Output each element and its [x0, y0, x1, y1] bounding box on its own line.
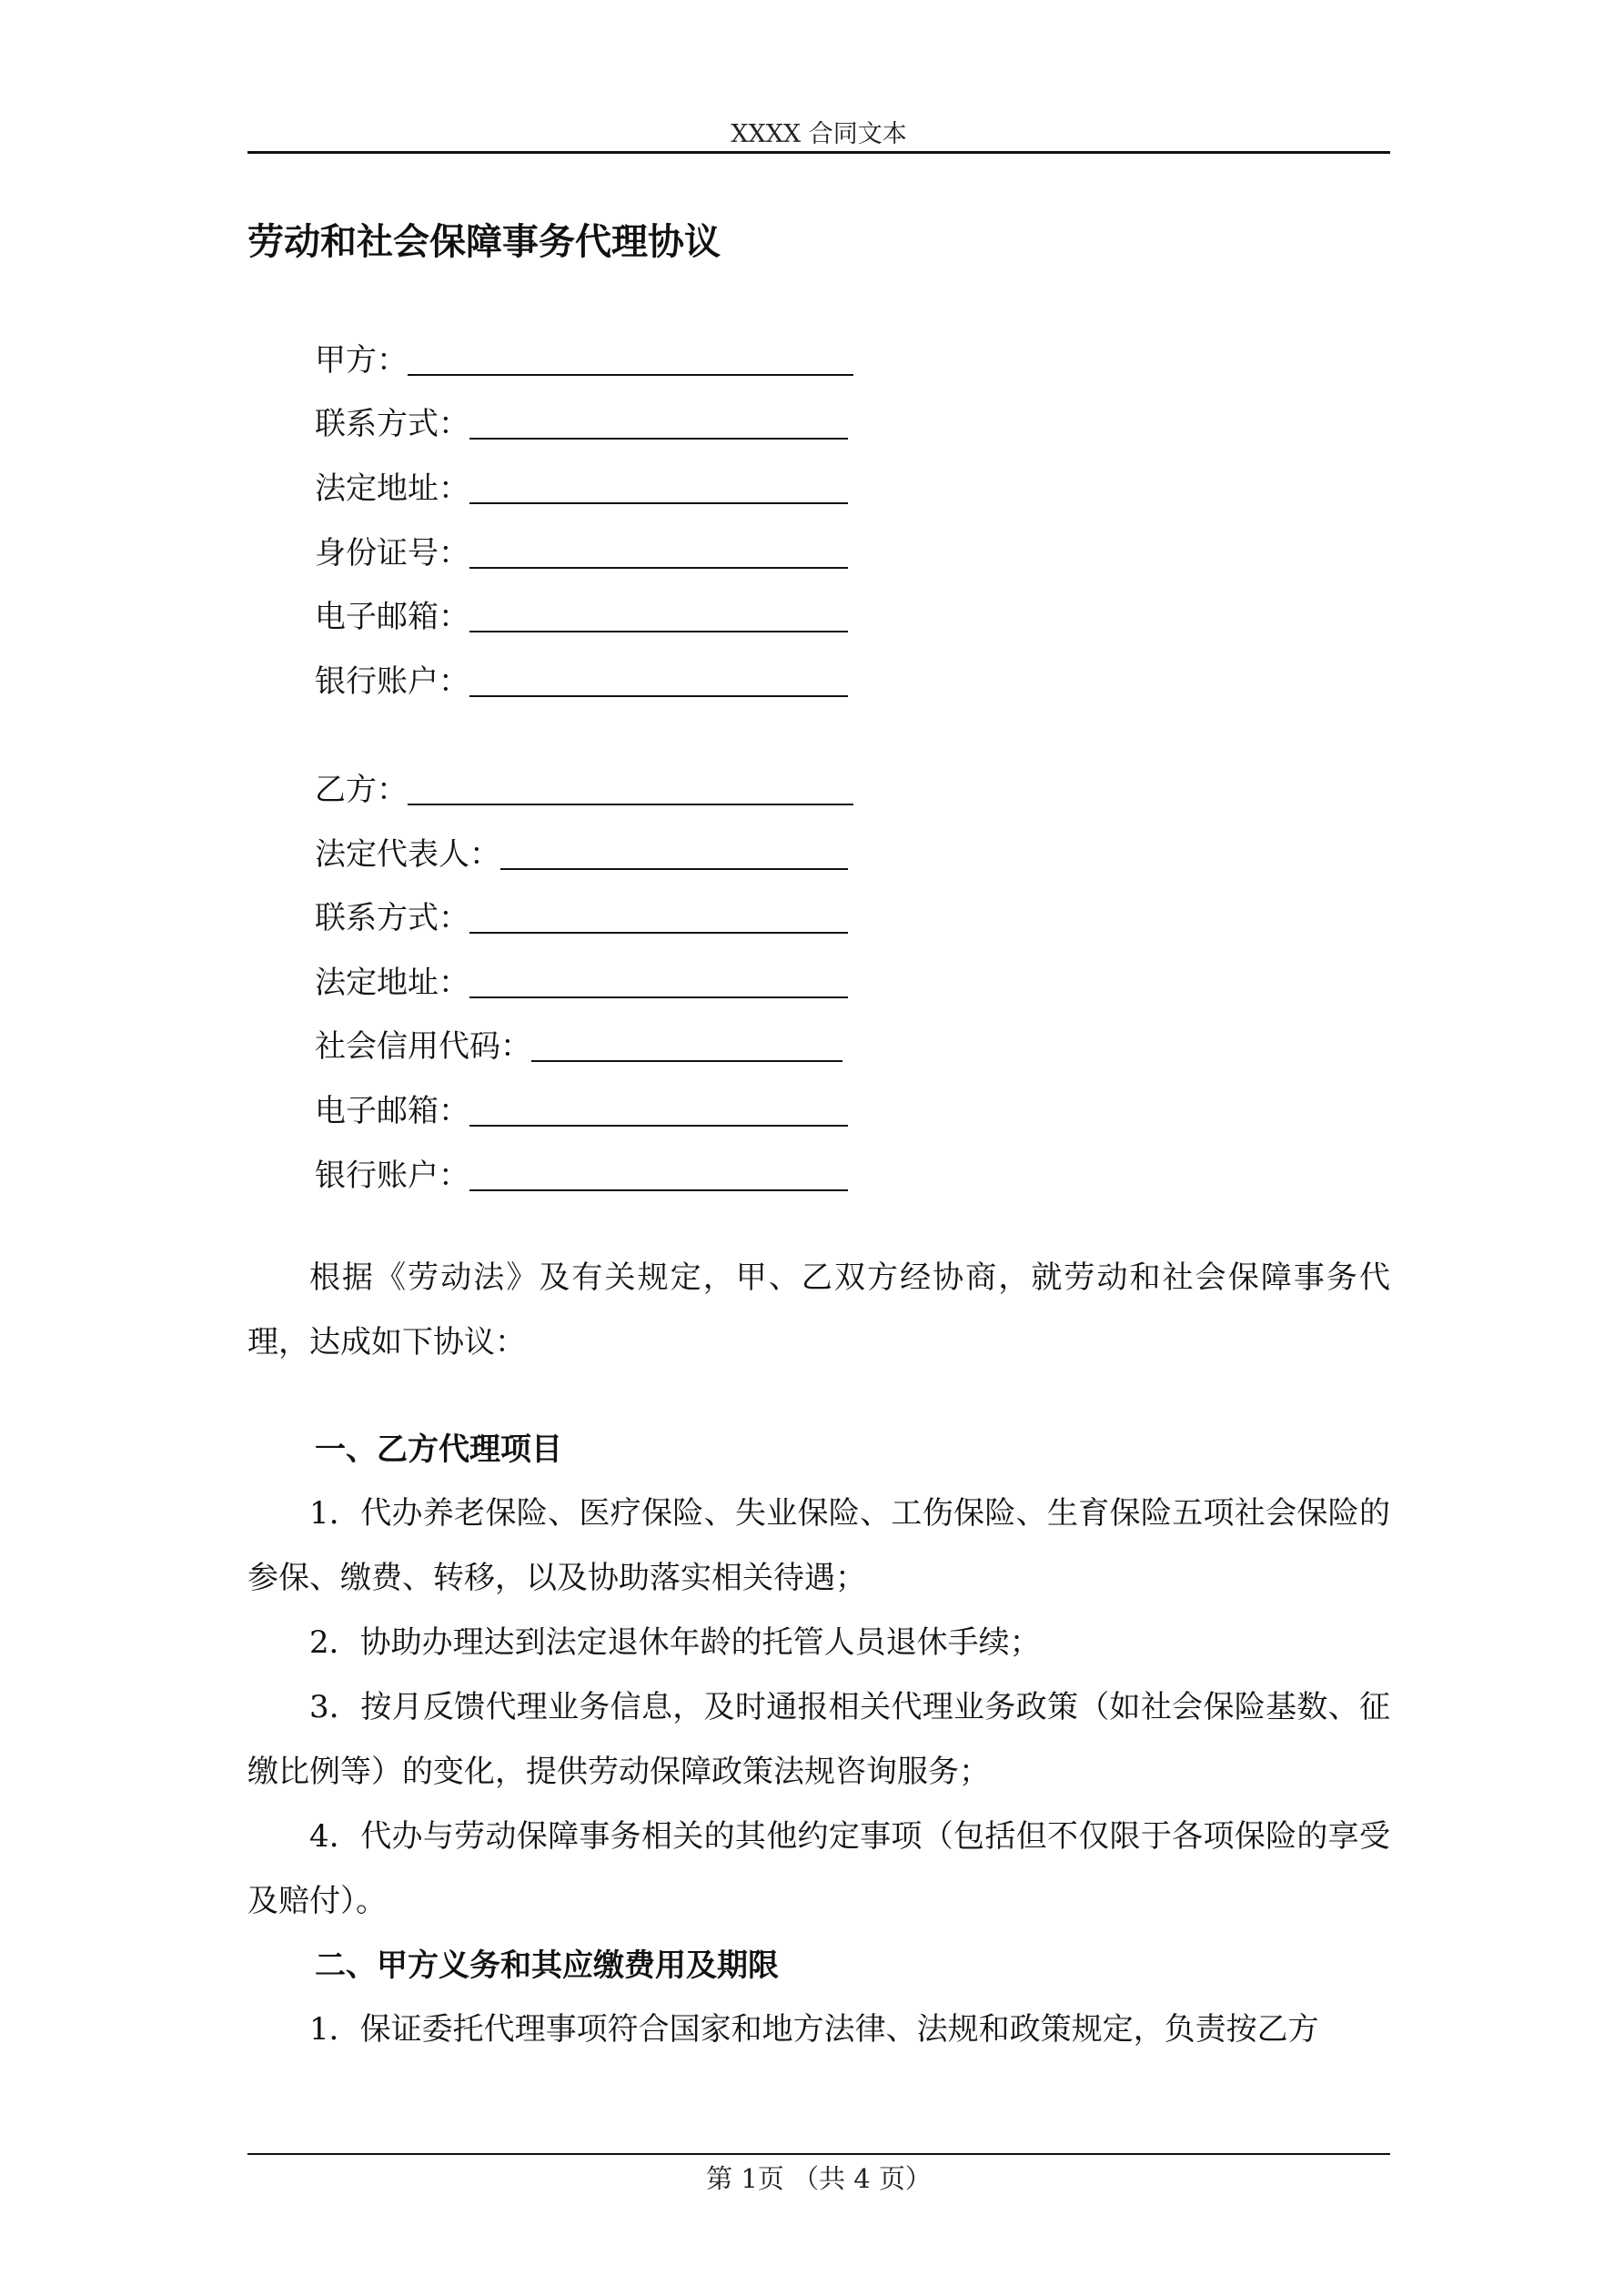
party-a-email-blank[interactable] [469, 631, 848, 632]
party-a-bank-label: 银行账户： [315, 663, 469, 700]
party-b-bank-blank[interactable] [469, 1189, 848, 1191]
party-a-bank-field [315, 658, 848, 705]
party-a-name-field [315, 337, 853, 384]
page-number: 第 1页 （共 4 页） [706, 2163, 932, 2194]
party-b-name-field [315, 766, 853, 814]
party-b-contact-blank[interactable] [469, 932, 848, 934]
party-a-address-label: 法定地址： [315, 470, 469, 507]
party-b-credit-code-field [315, 1023, 842, 1070]
party-a-contact-field [315, 400, 848, 448]
party-b-representative-label: 法定代表人： [315, 836, 500, 873]
preamble-paragraph: 根据《劳动法》及有关规定，甲、乙双方经协商，就劳动和社会保障事务代理，达成如下协议： [247, 1259, 1390, 1360]
footer-rule [247, 2153, 1390, 2155]
party-b-name-blank[interactable] [408, 804, 853, 805]
party-a-id-label: 身份证号： [315, 535, 469, 571]
section-1-item-3: 3．按月反馈代理业务信息，及时通报相关代理业务政策（如社会保险基数、征缴比例等）的变化，提供劳动保障政策法规咨询服务； [247, 1689, 1390, 1790]
party-b-representative-field [315, 831, 848, 878]
party-b-address-blank[interactable] [469, 996, 848, 998]
party-a-id-blank[interactable] [469, 567, 848, 569]
party-a-name-blank[interactable] [408, 374, 853, 376]
section-1-item-2: 2．协助办理达到法定退休年龄的托管人员退休手续； [309, 1624, 1041, 1661]
party-a-address-field [315, 465, 848, 512]
party-b-email-blank[interactable] [469, 1125, 848, 1127]
party-b-email-field [315, 1087, 848, 1135]
party-a-bank-blank[interactable] [469, 695, 848, 697]
party-b-contact-field [315, 895, 848, 942]
section-2-heading: 二、甲方义务和其应缴费用及期限 [315, 1947, 779, 1984]
section-2-item-1: 1．保证委托代理事项符合国家和地方法律、法规和政策规定，负责按乙方 [309, 2011, 1319, 2048]
party-a-email-label: 电子邮箱： [315, 599, 469, 635]
party-a-name-label: 甲方： [315, 342, 408, 379]
party-b-address-label: 法定地址： [315, 965, 469, 1001]
document-title: 劳动和社会保障事务代理协议 [247, 221, 721, 263]
party-b-email-label: 电子邮箱： [315, 1093, 469, 1129]
page-header: XXXX 合同文本 [731, 120, 907, 148]
header-rule [247, 151, 1390, 154]
party-a-id-field [315, 530, 848, 577]
section-1-item-4: 4．代办与劳动保障事务相关的其他约定事项（包括但不仅限于各项保险的享受及赔付）。 [247, 1818, 1390, 1919]
section-1-heading: 一、乙方代理项目 [315, 1431, 562, 1468]
party-a-address-blank[interactable] [469, 502, 848, 504]
party-b-credit-code-label: 社会信用代码： [315, 1028, 531, 1065]
party-b-bank-field [315, 1152, 848, 1199]
party-a-contact-label: 联系方式： [315, 406, 469, 442]
party-b-contact-label: 联系方式： [315, 900, 469, 936]
section-1-item-1: 1．代办养老保险、医疗保险、失业保险、工伤保险、生育保险五项社会保险的参保、缴费、转移，以及协助落实相关待遇； [247, 1495, 1390, 1596]
party-a-email-field [315, 593, 848, 641]
party-a-contact-blank[interactable] [469, 438, 848, 440]
party-b-bank-label: 银行账户： [315, 1158, 469, 1194]
party-b-address-field [315, 959, 848, 1006]
party-b-name-label: 乙方： [315, 772, 408, 808]
party-b-representative-blank[interactable] [500, 868, 848, 870]
party-b-credit-code-blank[interactable] [531, 1060, 842, 1062]
